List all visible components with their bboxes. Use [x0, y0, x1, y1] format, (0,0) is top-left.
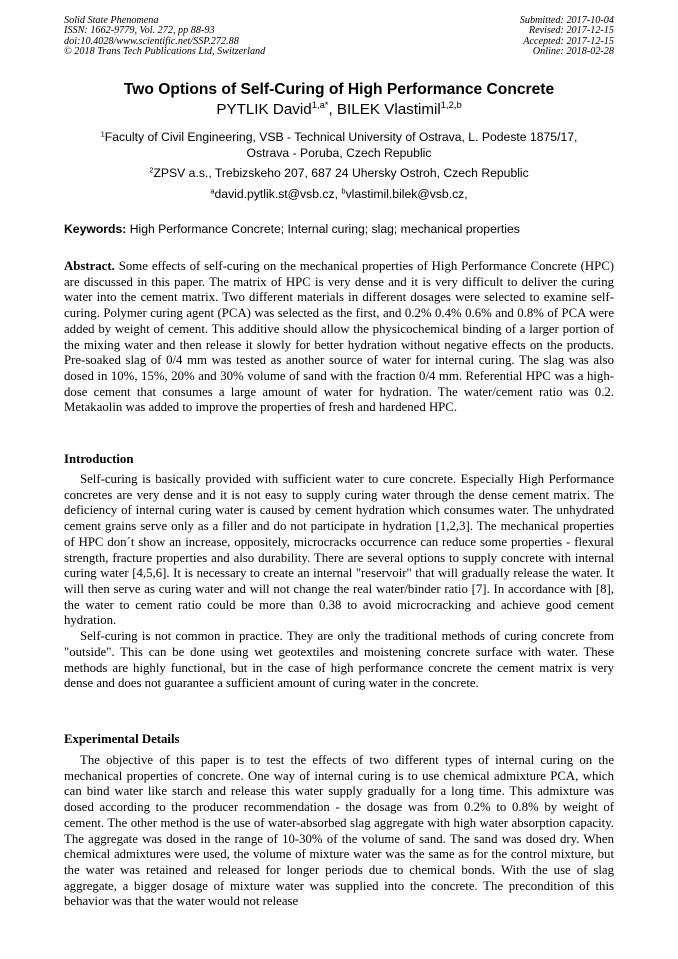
date-online: Online: 2018-02-28	[532, 46, 614, 58]
paragraph: Self-curing is not common in practice. They are only the traditional methods of curing concrete from "outside". This can be done using wet geotextiles and moistening concrete surface with water. These methods are highly functional, but in the case of high performance concrete the cement matrix is very dense and does not guarantee a sufficient amount of curing water in the concrete.	[64, 629, 614, 691]
affiliation-text: ZPSV a.s., Trebizskeho 207, 687 24 Uhersky Ostroh, Czech Republic	[153, 166, 529, 180]
abstract	[64, 259, 614, 416]
email-address: david.pytlik.st@vsb.cz,	[214, 187, 342, 201]
copyright: © 2018 Trans Tech Publications Ltd, Switzerland	[64, 46, 266, 58]
section-heading-introduction: Introduction	[64, 452, 134, 466]
doi: doi:10.4028/www.scientific.net/SSP.272.88	[64, 35, 239, 47]
section-experimental	[64, 753, 614, 910]
affiliation-text: Ostrava - Poruba, Czech Republic	[246, 145, 432, 160]
abstract-text: Some effects of self-curing on the mechanical properties of High Performance Concrete (HPC) are discussed in this paper. The matrix of HPC is very dense and it is very difficult to deliver the curing water into the cement matrix. Two different materials in different dosages were selected to examine self-curing. Polymer curing agent (PCA) was selected as the first, and 0.2% 0.4% 0.6% and 0.8% of PCA were added by weight of cement. This additive should allow the physicochemical binding of a larger portion of the mixing water and then release it slowly for better hydration without negative effects on the products. Pre-soaked slag of 0/4 mm was tested as another source of water for internal curing. The slag was also dosed in 10%, 15%, 20% and 30% volume of sand with the fraction 0/4 mm. Referential HPC was a high-dose cement that consumes a large amount of water for hydration. The water/cement ratio was 0.2. Metakaolin was added to improve the properties of fresh and hardened HPC.	[64, 259, 614, 415]
paragraph: The objective of this paper is to test the effects of two different types of internal curing on the mechanical properties of concrete. One way of internal curing is to use chemical admixture PCA, which can bind water like starch and release this water supply gradually for a long time. This admixture was dosed according to the producer recommendation - the dosage was from 0.2% to 0.8% by weight of cement. The other method is the use of water-absorbed slag aggregate with high water absorption capacity. The aggregate was dosed in the range of 10-30% of the volume of sand. The sand was dosed dry. When chemical admixtures were used, the volume of mixture water was the same as for the control mixture, but the water was retained and released for longer periods due to chemical bonds. With the use of slag aggregate, a bigger dosage of mixture water was supplied into the concrete. The precondition of this behavior was that the water would not release	[64, 753, 614, 909]
author-name: BILEK Vlastimil	[336, 101, 441, 118]
paragraph: Self-curing is basically provided with sufficient water to cure concrete. Especially High Performance concretes are very dense and it is not easy to supply curing water through the dense cement matrix. The deficiency of internal curing water is caused by cement hydration which consumes water. The unhydrated cement grains serve only as a filler and do not participate in hydration [1,2,3]. The mechanical properties of HPC don´t show an increase, oppositely, microcracks occurrence can reduce some properties - flexural strength, fracture properties and also durability. There are several options to supply concrete with internal curing water [4,5,6]. It is necessary to create an internal "reservoir" that will gradually release the water. It will then serve as curing water and will not change the real water/binder ratio [7]. In accordance with [8], the water to cement ratio could be more than 0.38 to avoid microcracking and achieve good cement hydration.	[64, 472, 614, 628]
author-name: PYTLIK David	[216, 101, 312, 118]
affiliation-1	[0, 130, 678, 161]
email-address: vlastimil.bilek@vsb.cz,	[345, 187, 468, 201]
author-emails	[0, 187, 678, 203]
author-affiliation-mark: 1,a*	[311, 99, 329, 111]
author-affiliation-mark: 1,2,b	[440, 99, 462, 111]
email-mark: a	[210, 186, 215, 196]
publication-dates	[520, 16, 614, 58]
keywords-text: High Performance Concrete; Internal curing; slag; mechanical properties	[126, 222, 520, 236]
affiliation-mark: 1	[100, 129, 105, 139]
affiliation-text: Faculty of Civil Engineering, VSB - Technical University of Ostrava, L. Podeste 1875/17,	[104, 130, 578, 144]
section-introduction	[64, 472, 614, 692]
author-separator: ,	[328, 101, 337, 118]
journal-info	[64, 16, 265, 58]
date-revised: Revised: 2017-12-15	[528, 25, 614, 37]
keywords	[64, 222, 614, 237]
affiliation-mark: 2	[149, 165, 154, 175]
email-mark: b	[341, 186, 346, 196]
date-submitted: Submitted: 2017-10-04	[519, 15, 614, 26]
journal-name: Solid State Phenomena	[64, 15, 159, 26]
date-accepted: Accepted: 2017-12-15	[523, 35, 614, 47]
abstract-label: Abstract.	[64, 259, 115, 273]
affiliation-2	[0, 166, 678, 182]
paper-title: Two Options of Self-Curing of High Performance Concrete	[123, 81, 555, 98]
issn-volume: ISSN: 1662-9779, Vol. 272, pp 88-93	[64, 25, 215, 37]
author-list	[0, 101, 678, 119]
section-heading-experimental: Experimental Details	[64, 732, 180, 746]
keywords-label: Keywords:	[64, 222, 127, 236]
